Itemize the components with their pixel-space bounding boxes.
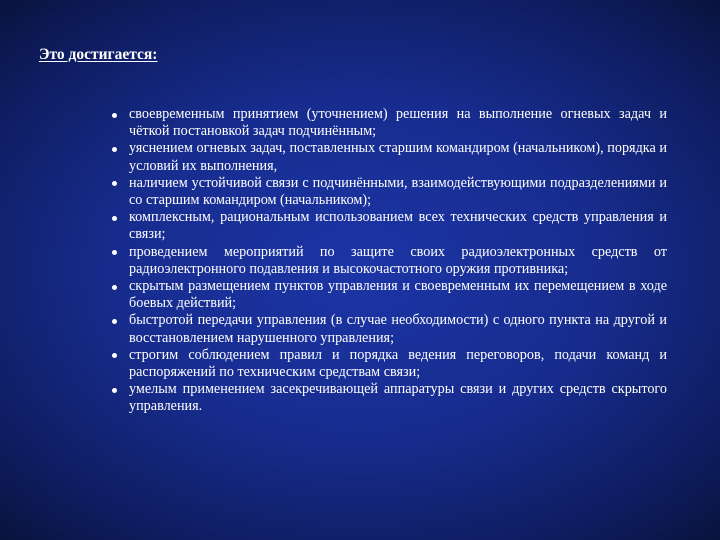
bullet-text: наличием устойчивой связи с подчинёнными, взаимодействующими подразделениями и со старшим командиром (начальником); [129,174,667,209]
bullet-list [111,106,667,416]
bullet-text: строгим соблюдением правил и порядка ведения переговоров, подачи команд и распоряжений по техническим средствам связи; [129,346,667,381]
bullet-text: уяснением огневых задач, поставленных старшим командиром (начальником), порядка и условий их выполнения, [129,140,667,174]
slide-title: Это достигается: [39,46,158,63]
bullet-item-1 [111,106,667,140]
bullet-dot-icon [112,319,117,324]
bullet-dot-icon [112,113,117,118]
bullet-item-8 [111,347,667,381]
bullet-dot-icon [112,147,117,152]
bullet-item-4 [111,209,667,243]
bullet-item-3 [111,175,667,209]
bullet-item-7 [111,312,667,346]
bullet-dot-icon [112,353,117,358]
bullet-dot-icon [112,216,117,221]
bullet-item-5 [111,244,667,278]
bullet-text: проведением мероприятий по защите своих радиоэлектронных средств от радиоэлектронного подавления и высокочастотного оружия противника; [129,243,667,277]
bullet-dot-icon [112,250,117,255]
bullet-text: быстротой передачи управления (в случае необходимости) с одного пункта на другой и восстановлением нарушенного управления; [129,312,667,346]
bullet-text: своевременным принятием (уточнением) решения на выполнение огневых задач и чёткой постановкой задач подчинённым; [129,106,667,140]
bullet-text: умелым применением засекречивающей аппаратуры связи и других средств скрытого управления. [129,381,667,415]
bullet-item-9 [111,381,667,415]
bullet-dot-icon [112,388,117,393]
bullet-item-2 [111,140,667,174]
bullet-dot-icon [112,285,117,290]
bullet-text: комплексным, рациональным использованием всех технических средств управления и связи; [129,209,667,243]
bullet-dot-icon [112,181,117,186]
bullet-item-6 [111,278,667,312]
bullet-text: скрытым размещением пунктов управления и своевременным их перемещением в ходе боевых действий; [129,278,667,312]
